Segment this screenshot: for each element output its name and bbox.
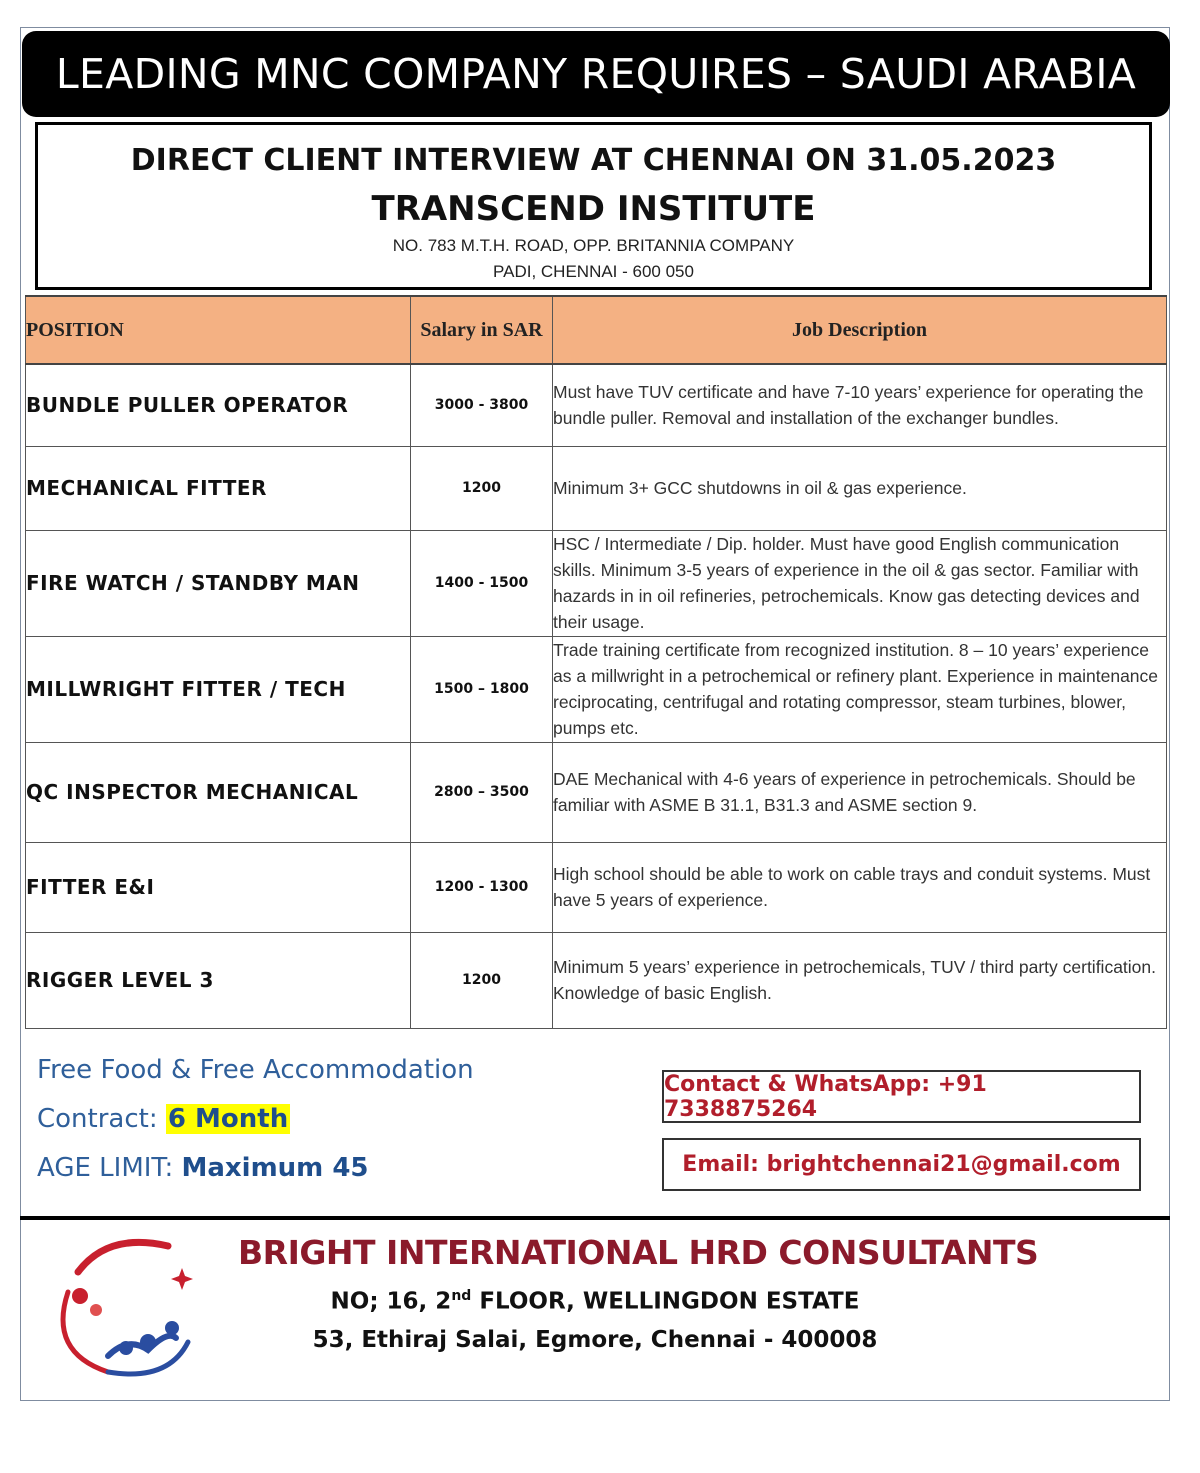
header-description: Job Description — [553, 296, 1167, 364]
institute-name: TRANSCEND INSTITUTE — [371, 189, 816, 229]
position-cell: MECHANICAL FITTER — [26, 446, 411, 530]
perks-block — [37, 1050, 474, 1197]
salary-cell: 1500 – 1800 — [411, 636, 553, 742]
header-salary: Salary in SAR — [411, 296, 553, 364]
logo-arc-top — [78, 1242, 168, 1272]
page-banner — [22, 31, 1170, 117]
salary-cell: 1200 - 1300 — [411, 842, 553, 932]
description-cell: Must have TUV certificate and have 7-10 years’ experience for operating the bundle puller. Removal and installation of the exchanger bundles. — [553, 364, 1167, 446]
footer-divider — [20, 1216, 1170, 1220]
position-cell: RIGGER LEVEL 3 — [26, 932, 411, 1028]
table-row — [26, 842, 1167, 932]
description-cell: Trade training certificate from recognized institution. 8 – 10 years’ experience as a millwright in a petrochemical or refinery plant. Experience in maintenance reciprocating, centrifugal and rotating compressor, steam turbines, blower, pumps etc. — [553, 636, 1167, 742]
age-limit-line — [37, 1148, 474, 1197]
table-row — [26, 446, 1167, 530]
contact-phone-text: Contact & WhatsApp: +91 7338875264 — [664, 1071, 987, 1122]
contact-email-box[interactable] — [662, 1138, 1141, 1191]
logo-figure-2 — [90, 1304, 102, 1316]
salary-cell: 1200 — [411, 446, 553, 530]
table-row — [26, 364, 1167, 446]
salary-cell: 1400 - 1500 — [411, 530, 553, 636]
address-part: NO; 16, 2 — [330, 1288, 452, 1315]
interview-title: DIRECT CLIENT INTERVIEW AT CHENNAI ON 31.05.2023 — [130, 143, 1057, 178]
interview-box — [35, 122, 1152, 290]
table-row — [26, 932, 1167, 1028]
institute-address-line1: NO. 783 M.T.H. ROAD, OPP. BRITANNIA COMPANY — [392, 236, 795, 255]
table-row — [26, 530, 1167, 636]
salary-cell: 3000 - 3800 — [411, 364, 553, 446]
contract-line — [37, 1099, 474, 1148]
contract-value: 6 Month — [167, 1104, 289, 1134]
contract-label: Contract: — [37, 1104, 158, 1134]
jobs-table — [25, 295, 1167, 1029]
description-cell: DAE Mechanical with 4-6 years of experience in petrochemicals. Should be familiar with ASME B 31.1, B31.3 and ASME section 9. — [553, 742, 1167, 842]
company-name: BRIGHT INTERNATIONAL HRD CONSULTANTS — [238, 1233, 1039, 1272]
age-limit-label: AGE LIMIT: — [37, 1153, 174, 1183]
description-cell: High school should be able to work on cable trays and conduit systems. Must have 5 years of experience. — [553, 842, 1167, 932]
logo-figure-1 — [72, 1288, 88, 1304]
logo-arc-left — [63, 1292, 108, 1372]
table-header-row — [26, 296, 1167, 364]
position-cell: MILLWRIGHT FITTER / TECH — [26, 636, 411, 742]
institute-address-line2: PADI, CHENNAI - 600 050 — [493, 262, 694, 281]
logo-star — [171, 1268, 193, 1290]
header-position: POSITION — [26, 296, 411, 364]
table-row — [26, 636, 1167, 742]
description-cell: HSC / Intermediate / Dip. holder. Must have good English communication skills. Minimum 3-5 years of experience in the oil & gas sector. Familiar with hazards in in oil refineries, petrochemicals. Know gas detecting devices and their usage. — [553, 530, 1167, 636]
food-accommodation-text: Free Food & Free Accommodation — [37, 1055, 474, 1085]
contact-phone-box[interactable] — [662, 1070, 1141, 1123]
salary-cell: 2800 – 3500 — [411, 742, 553, 842]
age-limit-value: Maximum 45 — [181, 1153, 369, 1183]
salary-cell: 1200 — [411, 932, 553, 1028]
banner-text: LEADING MNC COMPANY REQUIRES – SAUDI ARABIA — [55, 50, 1137, 98]
address-superscript: nd — [451, 1288, 472, 1304]
position-cell: QC INSPECTOR MECHANICAL — [26, 742, 411, 842]
company-address-line1 — [200, 1288, 990, 1315]
address-part: FLOOR, WELLINGDON ESTATE — [471, 1288, 860, 1315]
company-address-line2: 53, Ethiraj Salai, Egmore, Chennai - 400008 — [312, 1327, 878, 1353]
description-cell: Minimum 5 years’ experience in petrochemicals, TUV / third party certification. Knowledge of basic English. — [553, 932, 1167, 1028]
position-cell: FIRE WATCH / STANDBY MAN — [26, 530, 411, 636]
contact-email-text: Email: brightchennai21@gmail.com — [682, 1152, 1121, 1177]
description-cell: Minimum 3+ GCC shutdowns in oil & gas experience. — [553, 446, 1167, 530]
company-logo — [48, 1232, 198, 1382]
position-cell: BUNDLE PULLER OPERATOR — [26, 364, 411, 446]
table-row — [26, 742, 1167, 842]
position-cell: FITTER E&I — [26, 842, 411, 932]
